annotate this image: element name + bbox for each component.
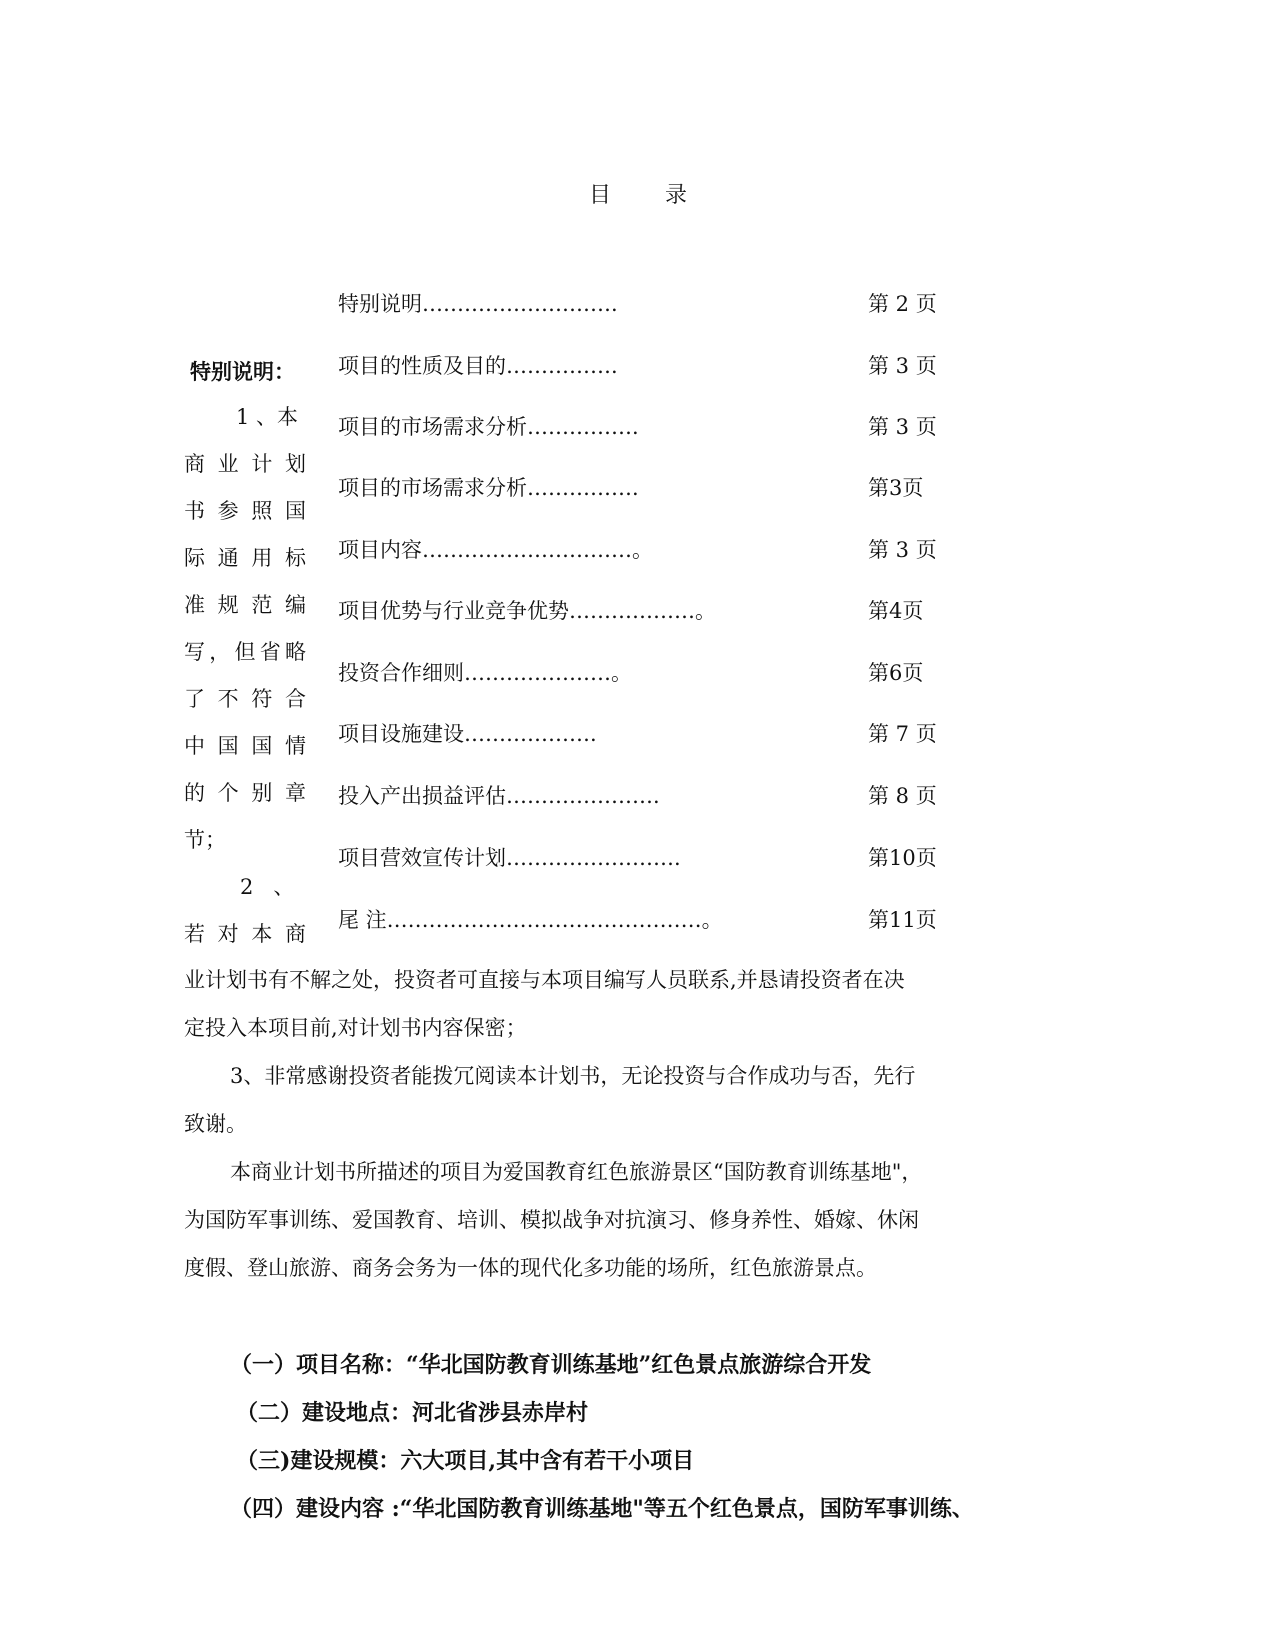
note-line: 的 个 别 章 <box>184 781 306 805</box>
toc-page-number: 第4页 <box>868 599 924 623</box>
toc-page-number: 第 7 页 <box>868 722 937 746</box>
page-title <box>0 178 1276 209</box>
note-line: 1 、本 <box>236 405 299 429</box>
toc-page-number: 第 8 页 <box>868 784 937 808</box>
note-line: 中 国 国 情 <box>184 734 306 758</box>
note-line: 节； <box>184 828 226 852</box>
toc-entry: 项目设施建设………………. <box>338 722 597 746</box>
body-text-line: 本商业计划书所描述的项目为爱国教育红色旅游景区“国防教育训练基地"， <box>230 1160 923 1184</box>
note-line: 若 对 本 商 <box>184 922 306 946</box>
note-line: 2 、 <box>240 875 295 899</box>
title-char-2: 录 <box>665 183 688 208</box>
note-line: 际 通 用 标 <box>184 546 306 570</box>
toc-entry: 投资合作细则…………………。 <box>338 661 632 685</box>
body-text-line: 度假、登山旅游、商务会务为一体的现代化多功能的场所，红色旅游景点。 <box>184 1256 877 1280</box>
title-char-1: 目 <box>588 183 611 208</box>
project-item: （一）项目名称：“华北国防教育训练基地”红色景点旅游综合开发 <box>230 1352 872 1378</box>
toc-page-number: 第 3 页 <box>868 538 937 562</box>
note-line: 书 参 照 国 <box>184 499 306 523</box>
toc-entry: 特别说明………………………. <box>338 292 618 316</box>
project-item: （四）建设内容 :“华北国防教育训练基地"等五个红色景点，国防军事训练、 <box>230 1496 974 1522</box>
note-line: 写，但省略 <box>184 640 306 664</box>
special-notes-heading: 特别说明： <box>190 359 295 384</box>
toc-entry: 尾 注………………………………………。 <box>338 908 723 932</box>
project-item: （二）建设地点：河北省涉县赤岸村 <box>236 1400 589 1426</box>
toc-entry: 项目的市场需求分析……………. <box>338 415 639 439</box>
toc-page-number: 第3页 <box>868 476 924 500</box>
project-item: （三)建设规模：六大项目,其中含有若干小项目 <box>236 1448 695 1474</box>
toc-entry: 项目的市场需求分析……………. <box>338 476 639 500</box>
toc-entry: 项目内容…………………………。 <box>338 538 653 562</box>
toc-page-number: 第 3 页 <box>868 354 937 378</box>
note-line: 准 规 范 编 <box>184 593 306 617</box>
toc-entry: 投入产出损益评估…………………. <box>338 784 660 808</box>
toc-entry: 项目的性质及目的……………. <box>338 354 618 378</box>
body-text-line: 定投入本项目前,对计划书内容保密； <box>184 1016 527 1040</box>
toc-page-number: 第10页 <box>868 846 937 870</box>
body-text-line: 业计划书有不解之处，投资者可直接与本项目编写人员联系,并恳请投资者在决 <box>184 968 905 992</box>
toc-page-number: 第 3 页 <box>868 415 937 439</box>
toc-page-number: 第 2 页 <box>868 292 937 316</box>
toc-entry: 项目营效宣传计划……………………. <box>338 846 681 870</box>
body-text-line: 3、非常感谢投资者能拨冗阅读本计划书，无论投资与合作成功与否，先行 <box>230 1064 916 1088</box>
toc-page-number: 第11页 <box>868 908 937 932</box>
note-line: 商 业 计 划 <box>184 452 306 476</box>
toc-page-number: 第6页 <box>868 661 924 685</box>
body-text-line: 为国防军事训练、爱国教育、培训、模拟战争对抗演习、修身养性、婚嫁、休闲 <box>184 1208 919 1232</box>
body-text-line: 致谢。 <box>184 1112 247 1136</box>
toc-entry: 项目优势与行业竞争优势………………。 <box>338 599 716 623</box>
note-line: 了 不 符 合 <box>184 687 306 711</box>
